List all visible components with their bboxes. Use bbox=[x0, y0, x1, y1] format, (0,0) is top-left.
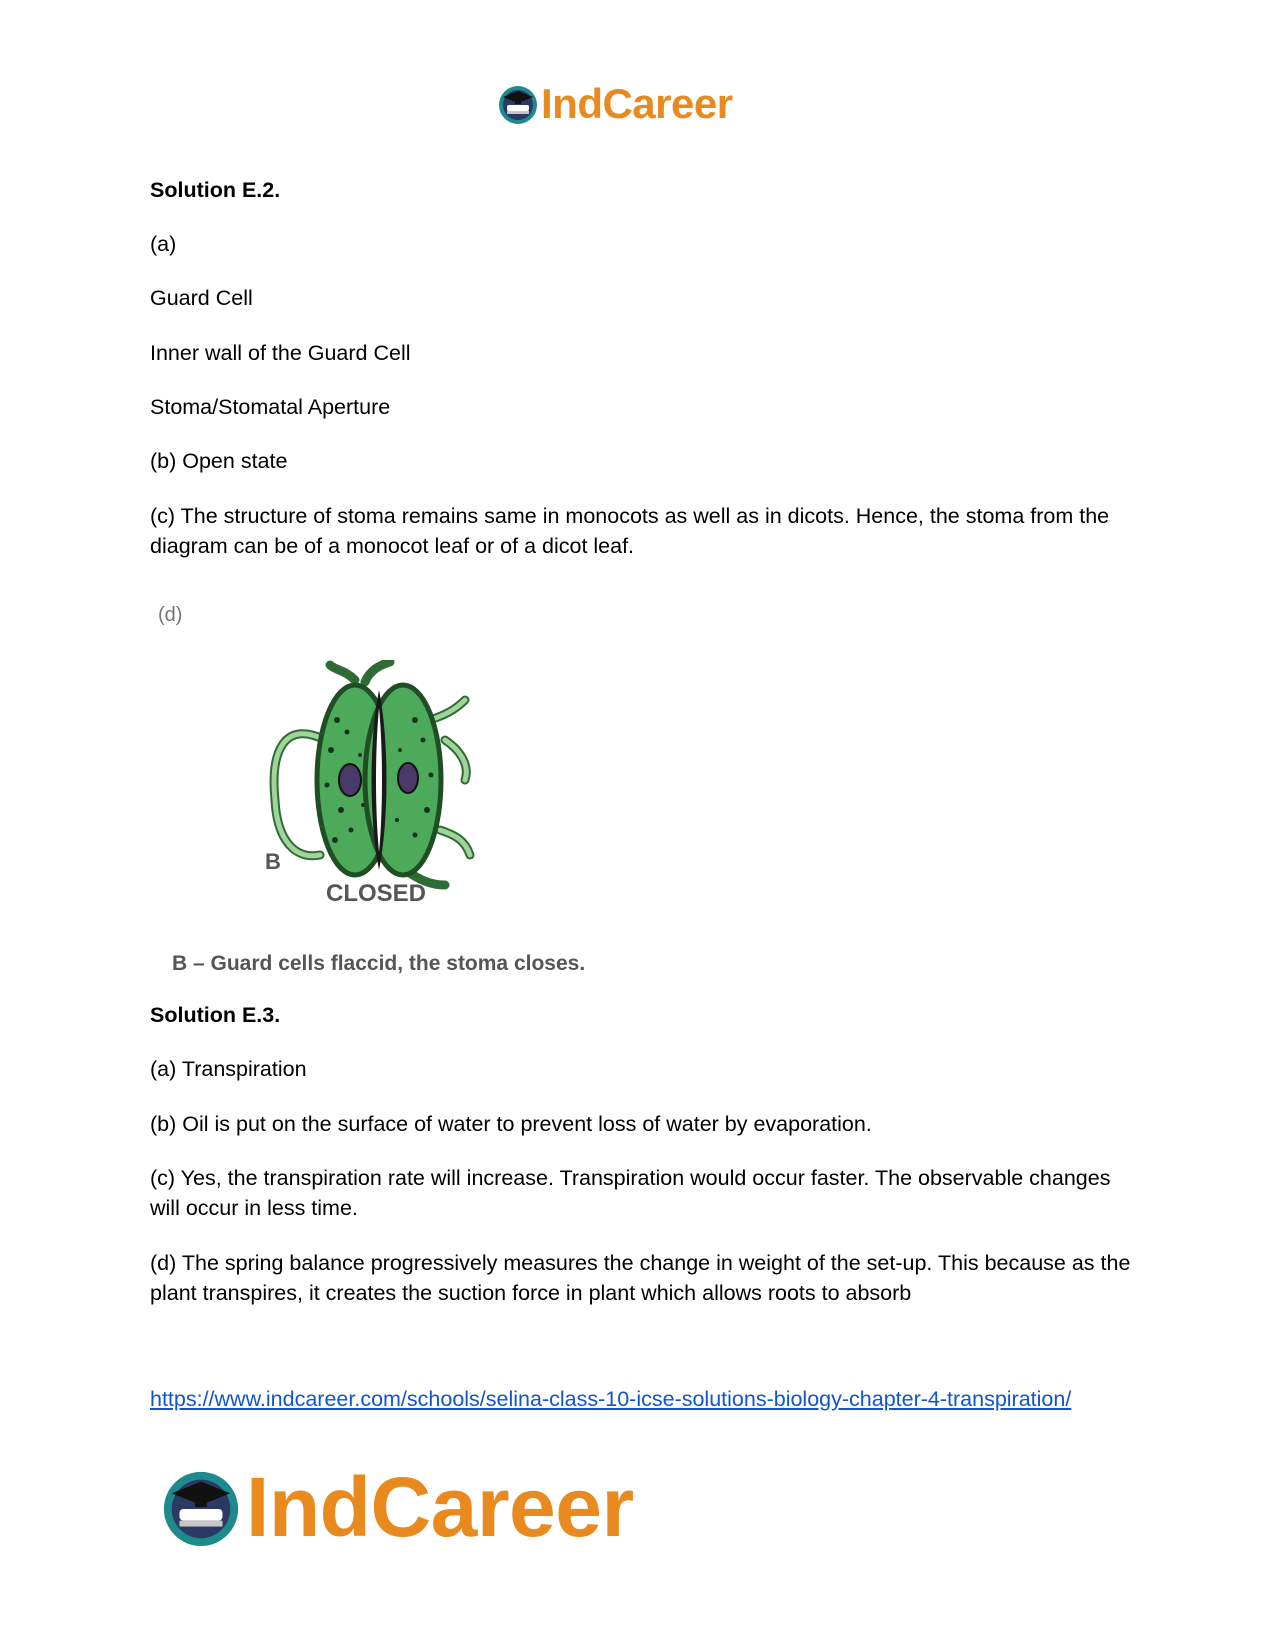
solution-e3-heading: Solution E.3. bbox=[150, 1003, 281, 1027]
solution-e2-part-a: (a) bbox=[150, 232, 177, 256]
nucleus-right bbox=[398, 763, 418, 793]
footer-logo bbox=[160, 1462, 634, 1552]
solution-e2-part-b: (b) Open state bbox=[150, 449, 288, 473]
figure-letter: B bbox=[265, 849, 281, 874]
source-url-link[interactable]: https://www.indcareer.com/schools/selina-class-10-icse-solutions-biology-chapter-4-transpiration/ bbox=[150, 1387, 1072, 1411]
solution-e2-heading: Solution E.2. bbox=[150, 178, 281, 202]
graduation-book-icon bbox=[497, 83, 539, 125]
solution-e3-part-c: (c) Yes, the transpiration rate will increase. Transpiration would occur faster. The observable changes will occur in less time. bbox=[150, 1166, 1111, 1220]
label-guard-cell: Guard Cell bbox=[150, 286, 253, 310]
graduation-book-icon bbox=[160, 1466, 242, 1548]
stoma-closed-diagram bbox=[255, 660, 495, 920]
footer-logo-text: IndCareer bbox=[246, 1460, 634, 1554]
figure-caption: B – Guard cells flaccid, the stoma closes. bbox=[172, 952, 586, 975]
solution-e3-part-b: (b) Oil is put on the surface of water to prevent loss of water by evaporation. bbox=[150, 1112, 872, 1136]
solution-e3-part-d: (d) The spring balance progressively measures the change in weight of the set-up. This because as the plant transpires, it creates the suction force in plant which allows roots to absorb bbox=[150, 1251, 1131, 1305]
solution-e2-part-c: (c) The structure of stoma remains same in monocots as well as in dicots. Hence, the stoma from the diagram can be of a monocot leaf or of a dicot leaf. bbox=[150, 504, 1110, 558]
label-inner-wall: Inner wall of the Guard Cell bbox=[150, 341, 411, 365]
header-logo-text: IndCareer bbox=[541, 80, 733, 127]
solution-e3-part-a: (a) Transpiration bbox=[150, 1057, 307, 1081]
nucleus-left bbox=[339, 764, 361, 796]
figure-state: CLOSED bbox=[326, 880, 427, 907]
header-logo bbox=[497, 80, 733, 128]
figure-part-d-label: (d) bbox=[158, 604, 183, 626]
label-stoma: Stoma/Stomatal Aperture bbox=[150, 395, 391, 419]
